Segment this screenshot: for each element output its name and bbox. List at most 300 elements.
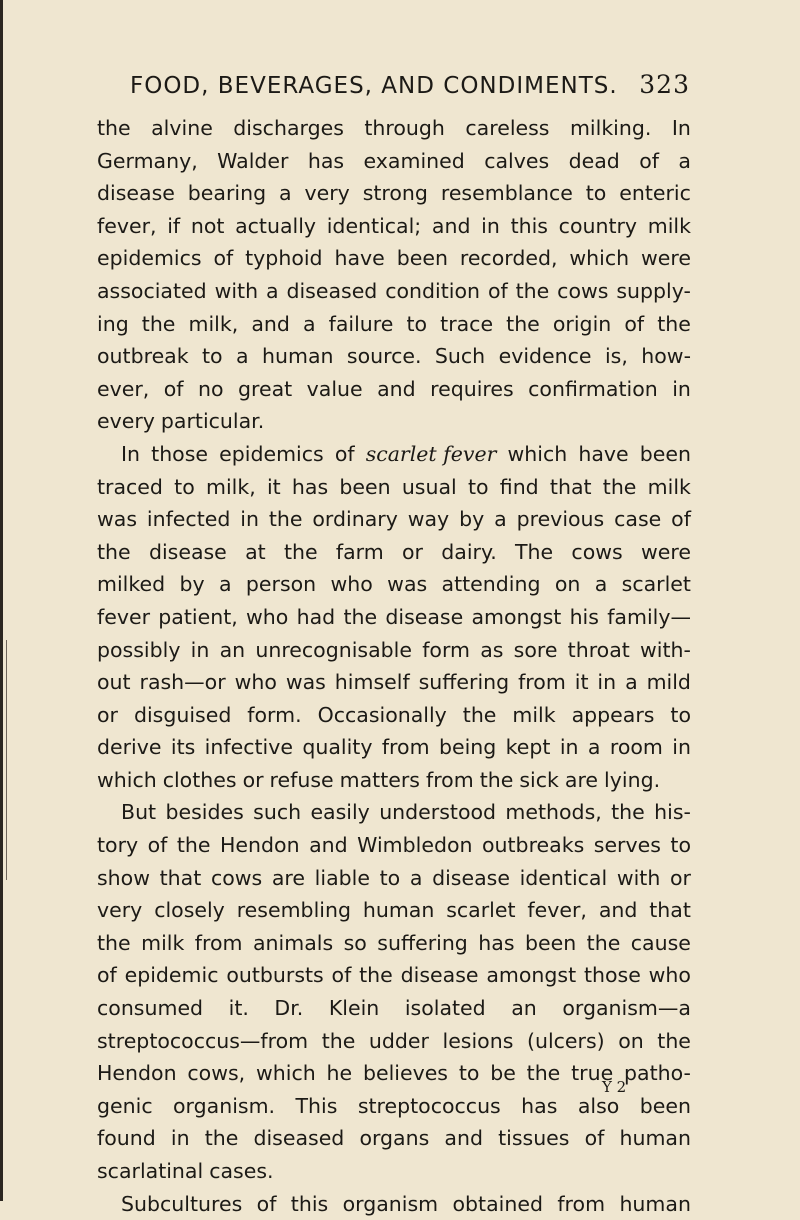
word: is, <box>604 344 628 369</box>
word: its <box>170 735 196 760</box>
word: to <box>670 833 691 858</box>
word: disguised <box>133 702 232 727</box>
word: fever, <box>97 213 157 238</box>
word: and <box>251 311 290 336</box>
word: milked <box>97 572 166 597</box>
text-line <box>97 471 691 504</box>
word: in <box>597 670 617 695</box>
word: patient, <box>158 604 238 629</box>
word: suffering <box>377 930 468 955</box>
word: cases. <box>209 1159 274 1183</box>
word: farm <box>335 539 384 564</box>
word: scarlet <box>446 898 516 923</box>
word: trace <box>440 311 494 336</box>
word: Walder <box>217 148 289 173</box>
word: a <box>218 572 232 597</box>
word: easily <box>310 800 370 825</box>
word: which <box>97 767 157 792</box>
word: diseased <box>286 278 378 303</box>
word: cows <box>571 539 623 564</box>
word: with- <box>640 637 691 662</box>
word: been <box>639 1093 691 1118</box>
text-line <box>97 177 691 210</box>
word: very <box>97 898 143 923</box>
word: a <box>265 278 279 303</box>
word: closely <box>154 898 225 923</box>
word: has <box>307 148 345 173</box>
word: his <box>569 604 599 629</box>
word: the <box>526 1061 561 1086</box>
word: This <box>295 1093 338 1118</box>
word: not <box>190 213 225 238</box>
word: milking. <box>569 116 652 140</box>
word: of <box>331 963 352 988</box>
word: kept <box>505 735 551 760</box>
word: organism <box>342 1191 439 1216</box>
word: organs <box>359 1126 430 1151</box>
word: have <box>578 441 629 466</box>
word: has <box>521 1093 558 1118</box>
word: from <box>557 1191 606 1216</box>
word: typhoid <box>245 246 323 271</box>
word: alvine <box>151 116 213 140</box>
word: the <box>657 1028 691 1053</box>
word: infected <box>146 507 231 532</box>
word: been <box>396 246 448 271</box>
word: who <box>246 604 289 629</box>
word: The <box>515 539 554 564</box>
word: from <box>518 670 566 695</box>
word: But <box>121 800 157 825</box>
word: milk <box>647 474 691 499</box>
word: an <box>219 637 246 662</box>
word: of <box>147 833 168 858</box>
text-line <box>97 927 691 960</box>
word: milk <box>647 213 691 238</box>
word: cows <box>210 865 263 890</box>
word: organism. <box>173 1093 276 1118</box>
word: (ulcers) <box>526 1028 605 1053</box>
word: was <box>387 572 428 597</box>
word: true <box>571 1061 614 1086</box>
text-line <box>97 308 691 341</box>
word: the <box>359 963 393 988</box>
word: particular. <box>160 409 265 434</box>
word: In <box>121 441 141 466</box>
word: been <box>639 441 691 466</box>
word: no <box>197 376 224 401</box>
word: on <box>618 1028 644 1053</box>
text-line <box>97 568 691 601</box>
page-edge-line <box>0 0 3 1201</box>
word: had <box>296 604 336 629</box>
word: isolated <box>404 996 486 1021</box>
word: the <box>321 1028 356 1053</box>
word: ing <box>97 311 129 336</box>
word: bearing <box>187 181 267 206</box>
word: Germany, <box>97 148 198 173</box>
word: which <box>569 246 630 271</box>
text-line <box>97 992 691 1025</box>
word: unrecognisable <box>255 637 412 662</box>
word: discharges <box>233 116 344 140</box>
word: strong <box>362 181 428 206</box>
word: cows, <box>187 1061 246 1086</box>
text-line <box>97 373 691 406</box>
word: cows <box>557 278 609 303</box>
text-line <box>97 764 691 797</box>
word: from <box>381 735 430 760</box>
word: streptococcus <box>357 1093 501 1118</box>
word: who <box>234 670 277 695</box>
word: form. <box>247 702 302 727</box>
word: a <box>236 344 249 369</box>
word: the <box>283 539 318 564</box>
word: dead <box>568 148 620 173</box>
word: with <box>214 278 259 303</box>
page-edge-shadow <box>6 640 7 880</box>
word: it <box>266 474 281 499</box>
text-line <box>97 1188 691 1220</box>
word: to <box>585 181 607 206</box>
word: how- <box>641 344 691 369</box>
word: epidemics <box>97 246 202 271</box>
word: resembling <box>236 898 351 923</box>
word: failure <box>328 311 394 336</box>
word: those <box>583 963 641 988</box>
text-line <box>97 340 691 373</box>
word: been <box>524 930 577 955</box>
word: Subcultures <box>121 1191 243 1216</box>
word: usual <box>401 474 457 499</box>
word: scarlet <box>621 572 691 597</box>
word: Wimbledon <box>357 833 473 858</box>
word: organism—a <box>562 996 691 1021</box>
word: he <box>326 1061 353 1086</box>
word: clothes <box>162 767 237 792</box>
word: as <box>480 637 504 662</box>
word: recorded, <box>459 246 558 271</box>
word: of <box>213 246 234 271</box>
word: milk <box>512 702 556 727</box>
word: a <box>279 181 292 206</box>
word: suffering <box>418 670 510 695</box>
word: such <box>253 800 302 825</box>
word: confirmation <box>528 376 658 401</box>
word: being <box>438 735 497 760</box>
text-line <box>97 210 691 243</box>
word: diseased <box>253 1126 345 1151</box>
word: consumed <box>97 996 204 1021</box>
word: methods, <box>505 800 602 825</box>
word: and <box>309 833 348 858</box>
word: serves <box>593 833 661 858</box>
word: who <box>648 963 691 988</box>
word: lying. <box>604 767 661 792</box>
word: be <box>490 1061 516 1086</box>
word: associated <box>97 278 207 303</box>
word: examined <box>363 148 465 173</box>
word: out <box>97 670 131 695</box>
word: so <box>343 930 367 955</box>
word: with <box>616 865 661 890</box>
word: calves <box>484 148 550 173</box>
text-line <box>97 438 691 471</box>
word: it. <box>228 996 249 1021</box>
word: disease <box>148 539 227 564</box>
word: show <box>97 865 150 890</box>
word: or <box>97 702 118 727</box>
word: the <box>204 1126 239 1151</box>
word: find <box>499 474 539 499</box>
word: resemblance <box>440 181 573 206</box>
word: throat <box>567 637 630 662</box>
word: the <box>479 767 514 792</box>
word: this <box>290 1191 329 1216</box>
word: been <box>339 474 391 499</box>
word: the <box>515 278 550 303</box>
word: In <box>671 116 691 140</box>
word: human <box>619 1191 691 1216</box>
word: and <box>431 213 471 238</box>
word: of <box>487 278 508 303</box>
word: condition <box>385 278 481 303</box>
text-line <box>97 731 691 764</box>
word: of <box>671 507 691 532</box>
text-line <box>97 1122 691 1155</box>
word: to <box>174 474 195 499</box>
word: Occasionally <box>317 702 447 727</box>
word: of <box>584 1126 605 1151</box>
word: milk <box>141 930 185 955</box>
word: obtained <box>452 1191 543 1216</box>
text-line <box>97 601 691 634</box>
word: source. <box>346 344 422 369</box>
word: the <box>462 702 497 727</box>
word: the <box>657 311 691 336</box>
word: in <box>559 735 579 760</box>
word: a <box>303 311 316 336</box>
text-line <box>97 796 691 829</box>
text-line <box>97 634 691 667</box>
word: if <box>167 213 181 238</box>
word: an <box>511 996 537 1021</box>
word: in <box>481 213 500 238</box>
word: human <box>362 898 435 923</box>
word: has <box>291 474 329 499</box>
word: which <box>255 1061 316 1086</box>
word: and <box>598 898 638 923</box>
text-line <box>97 242 691 275</box>
word: possibly <box>97 637 181 662</box>
word: to <box>406 311 428 336</box>
word: Dr. <box>274 996 304 1021</box>
word: lesions <box>442 1028 514 1053</box>
word: epidemic <box>124 963 219 988</box>
word: country <box>558 213 638 238</box>
word: besides <box>165 800 244 825</box>
text-line <box>97 275 691 308</box>
word: has <box>478 930 515 955</box>
word: every <box>97 409 155 434</box>
word: amongst <box>471 604 562 629</box>
body-text <box>97 112 691 1220</box>
word: case <box>614 507 662 532</box>
word: identical; <box>326 213 422 238</box>
word: in <box>672 735 691 760</box>
text-line <box>97 862 691 895</box>
word: the <box>611 800 645 825</box>
word: fever, <box>527 898 587 923</box>
word: this <box>510 213 548 238</box>
word: infective <box>204 735 293 760</box>
running-head-title: FOOD, BEVERAGES, AND CONDIMENTS. <box>130 73 618 99</box>
word: derive <box>97 735 162 760</box>
signature-mark: Y 2 <box>602 1078 627 1096</box>
word: liable <box>314 865 370 890</box>
word: Klein <box>328 996 380 1021</box>
word: dairy. <box>441 539 497 564</box>
word: to <box>379 865 401 890</box>
page-number: 323 <box>639 70 690 99</box>
word: milk, <box>205 474 256 499</box>
word: the <box>586 930 621 955</box>
word: and <box>444 1126 483 1151</box>
word: disease <box>432 865 510 890</box>
word: a <box>409 865 423 890</box>
word: previous <box>516 507 605 532</box>
word: from <box>425 767 474 792</box>
word: form <box>422 637 470 662</box>
text-line <box>97 959 691 992</box>
word: outbreaks <box>481 833 585 858</box>
word: was <box>97 507 138 532</box>
word: was <box>285 670 326 695</box>
text-line <box>97 829 691 862</box>
word: to <box>458 1061 480 1086</box>
word: of <box>624 311 645 336</box>
word: of <box>97 963 117 988</box>
word: supply- <box>616 278 691 303</box>
word: human <box>619 1126 691 1151</box>
word: of <box>256 1191 277 1216</box>
word: cause <box>630 930 691 955</box>
text-line <box>97 536 691 569</box>
word: enteric <box>619 181 691 206</box>
word: quality <box>302 735 373 760</box>
word: who <box>330 572 373 597</box>
word: were <box>641 246 691 271</box>
word: the <box>97 539 131 564</box>
word: to <box>670 702 691 727</box>
word: were <box>640 539 691 564</box>
word: those <box>151 441 209 466</box>
text-line <box>97 145 691 178</box>
word: through <box>364 116 445 140</box>
word: animals <box>252 930 334 955</box>
word: himself <box>334 670 410 695</box>
word: tory <box>97 833 139 858</box>
word: disease <box>97 181 175 206</box>
word: or <box>242 767 264 792</box>
word: are <box>271 865 306 890</box>
word: or <box>669 865 691 890</box>
word: traced <box>97 474 163 499</box>
word: to <box>202 344 223 369</box>
word: the <box>343 604 378 629</box>
word: in <box>190 637 210 662</box>
word: genic <box>97 1093 153 1118</box>
word: actually <box>235 213 317 238</box>
word: the <box>506 311 540 336</box>
word: also <box>577 1093 620 1118</box>
text-line <box>97 503 691 536</box>
word: value <box>306 376 363 401</box>
word: a <box>587 735 601 760</box>
word: and <box>377 376 416 401</box>
text-line <box>97 699 691 732</box>
word: outbursts <box>226 963 324 988</box>
word: amongst <box>486 963 577 988</box>
word: epidemics <box>219 441 324 466</box>
word: appears <box>571 702 655 727</box>
word: understood <box>379 800 497 825</box>
word: of <box>334 441 355 466</box>
word: Hendon <box>220 833 300 858</box>
word: at <box>245 539 266 564</box>
word: milk, <box>188 311 239 336</box>
word: in <box>240 507 259 532</box>
word: ever, <box>97 376 150 401</box>
word: a <box>494 507 507 532</box>
word: room <box>609 735 663 760</box>
word: rash—or <box>139 670 226 695</box>
word: the <box>176 833 211 858</box>
word: udder <box>368 1028 429 1053</box>
word: on <box>554 572 581 597</box>
word: fever <box>97 604 151 629</box>
word: evidence <box>498 344 592 369</box>
word: sick <box>519 767 559 792</box>
word: disease <box>385 604 464 629</box>
word: the <box>602 474 637 499</box>
word: by <box>179 572 205 597</box>
word: disease <box>400 963 479 988</box>
word: mild <box>646 670 691 695</box>
word: that <box>549 474 592 499</box>
word: requires <box>430 376 514 401</box>
text-line <box>97 1155 691 1188</box>
text-line <box>97 405 691 438</box>
word: human <box>261 344 334 369</box>
word: by <box>459 507 485 532</box>
word: scarlatinal <box>97 1159 204 1183</box>
word: way <box>407 507 450 532</box>
word: tissues <box>498 1126 570 1151</box>
text-line <box>97 1025 691 1058</box>
word: ordinary <box>312 507 398 532</box>
word: the <box>141 311 176 336</box>
word: his- <box>654 800 691 825</box>
word: matters <box>339 767 420 792</box>
word: Such <box>434 344 486 369</box>
running-header <box>130 70 690 99</box>
word: to <box>467 474 489 499</box>
word: it <box>574 670 589 695</box>
word: that <box>159 865 202 890</box>
word: in <box>672 376 691 401</box>
word: origin <box>552 311 612 336</box>
